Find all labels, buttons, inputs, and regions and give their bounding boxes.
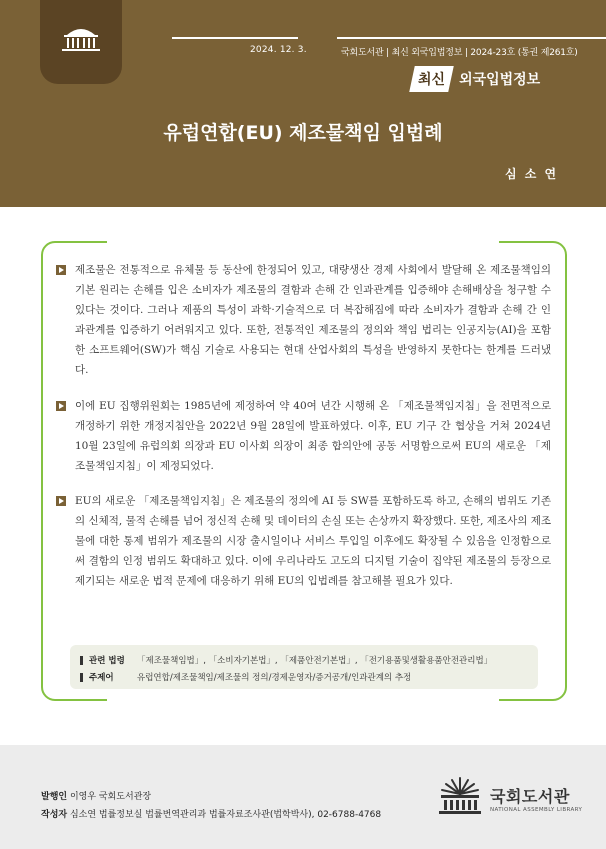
library-name: 국회도서관: [490, 787, 570, 806]
issue-meta: 국회도서관 | 최신 외국입법정보 | 2024-23호 (통권 제261호): [341, 48, 578, 58]
author-name: 심 소 연: [505, 167, 559, 181]
report-footer: [0, 745, 606, 849]
report-header: [0, 0, 606, 207]
header-divider-left: [172, 37, 298, 39]
bullet-arrow-icon: [56, 401, 66, 411]
bullet-arrow-icon: [56, 265, 66, 275]
page-title: 유럽연합(EU) 제조물책임 입법례: [163, 122, 443, 144]
summary-paragraph: [56, 396, 551, 476]
paragraph-text: EU의 새로운 「제조물책임지침」은 제조물의 정의에 AI 등 SW를 포함하도록 하고, 손해의 범위도 기존의 신체적, 물적 손해를 넘어 정신적 손해 및 데이터의 손실 또는 손상까지 확장했다. 또한, 제조사의 제조물에 대한 통제 범위가 제조물의 시장 출시일이나 서비스 투입일 이후에도 확장될 수 있음을 인정함으로써 결함의 인정 범위도 확대하고 있다. 이에 우리나라도 고도의 디지털 기술이 집약된 제조물의 등장으로 제기되는 새로운 법적 문제에 대응하기 위해 EU의 입법례를 참고해볼 필요가 있다.: [75, 495, 551, 587]
summary-paragraph: [56, 260, 551, 380]
row-marker: [80, 656, 83, 665]
summary-box: [41, 241, 567, 701]
publisher-value: 이영우 국회도서관장: [69, 792, 152, 802]
writer-value: 심소연 법률정보실 법률번역관리과 법률자료조사관(법학박사), 02-6788-4768: [69, 810, 382, 820]
series-brand: [412, 66, 540, 92]
brand-badge: [409, 66, 454, 92]
writer-line: [41, 807, 381, 820]
row-marker: [80, 673, 83, 682]
brand-text: 외국입법정보: [459, 72, 541, 88]
paragraph-text: 제조물은 전통적으로 유체물 등 동산에 한정되어 있고, 대량생산 경제 사회에서 발달해 온 제조물책임의 기본 원리는 손해를 입은 소비자가 제조물의 결함과 손해 간 인과관계를 입증해야 손해배상을 청구할 수 있다는 것이다. 그러나 제품의 특성이 과학·기술적으로 더 복잡해짐에 따라 소비자가 결함과 손해 간 인과관계를 입증하기 어려워지고 있다. 또한, 전통적인 제조물의 정의와 책임 법리는 인공지능(AI)을 포함한 소프트웨어(SW)가 핵심 기술로 사용되는 현대 산업사회의 특성을 반영하지 못한다는 한계를 드러냈다.: [75, 264, 551, 376]
brand-badge-text: 최신: [418, 72, 446, 88]
publisher-label: 발행인: [41, 792, 68, 802]
issue-date: 2024. 12. 3.: [250, 45, 307, 55]
related-laws-label: 관련 법령: [89, 656, 125, 666]
keywords-value: 유럽연합/제조물책임/제조물의 정의/경제운영자/증거공개/인과관계의 추정: [137, 673, 412, 683]
related-laws-row: [80, 654, 492, 666]
related-laws-value: 「제조물책임법」, 「소비자기본법」, 「제품안전기본법」, 「전기용품및생활용품안전관리법」: [137, 656, 493, 666]
keywords-label: 주제어: [89, 673, 114, 683]
library-name-english: NATIONAL ASSEMBLY LIBRARY: [490, 807, 583, 813]
bullet-arrow-icon: [56, 496, 66, 506]
header-divider-right: [337, 37, 606, 39]
national-assembly-dome-icon: [59, 24, 103, 54]
summary-paragraph: [56, 491, 551, 591]
related-info-panel: [70, 645, 538, 689]
paragraph-text: 이에 EU 집행위원회는 1985년에 제정하여 약 40여 년간 시행해 온 「제조물책임지침」을 전면적으로 개정하기 위한 개정지침안을 2022년 9월 28일에 발표하였다. 이후, EU 기구 간 협상을 거쳐 2024년 10월 23일에 유럽의회 의장과 EU 이사회 의장이 최종 합의안에 공동 서명함으로써 EU의 새로운 「제조물책임지침」이 제정되었다.: [75, 400, 551, 472]
library-logo-icon: [437, 775, 483, 817]
writer-label: 작성자: [41, 810, 68, 820]
assembly-logo-tab: [40, 0, 122, 84]
publisher-line: [41, 789, 151, 802]
keywords-row: [80, 671, 411, 683]
